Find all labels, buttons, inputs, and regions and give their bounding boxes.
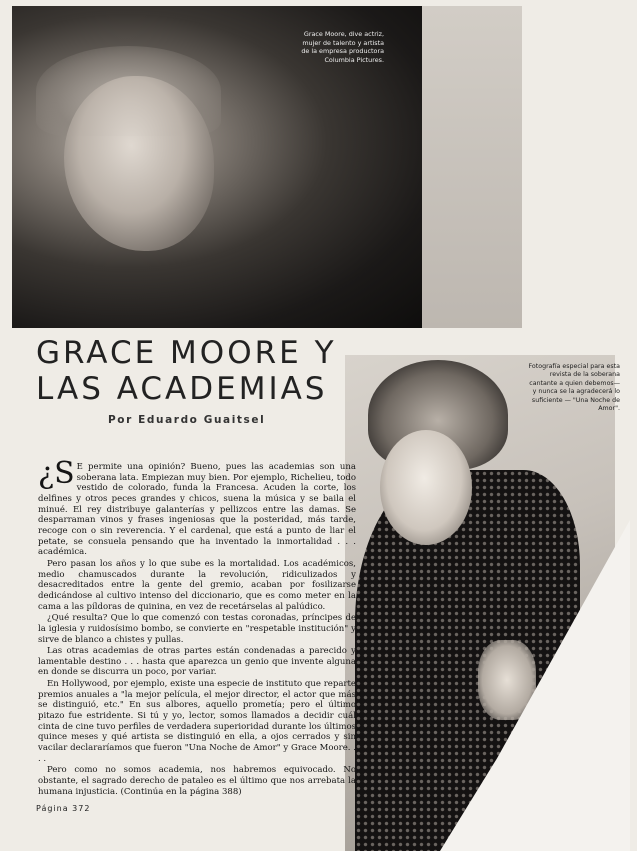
paragraph-1-text: E permite una opinión? Bueno, pues las academias son una soberana lata. Empiezan muy bien. Por ejemplo, Richelieu, todo vestido de colorado, funda la Francesa. Acuden la corte, los delfines y otros peces grandes y chicos, suena la música y se baila el minué. El rey distribuye galanterías y pellizcos entre las damas. Se desparraman vinos y frases ingeniosas que la posteridad, más tarde, recoge con o sin reverencia. Y el cardenal, que está a punto de liar el petate, se consuela pensando que ha inventado la inmortalidad . . . académica. (38, 462, 356, 558)
paragraph-1 (38, 456, 356, 558)
article-title (36, 335, 337, 407)
portrait-face (64, 76, 214, 251)
top-photo-caption: Grace Moore, dive actriz, mujer de talento y artista de la empresa productora Columbia Pictures. (301, 30, 384, 64)
paragraph-3: ¿Qué resulta? Que lo que comenzó con testas coronadas, príncipes de la iglesia y ruidosísimo bombo, se convierte en "respetable institución" y sirve de blanco a chistes y pullas. (38, 613, 356, 645)
paragraph-5: En Hollywood, por ejemplo, existe una especie de instituto que reparte premios anuales a "la mejor película, el mejor director, el actor que más se distinguió, etc." En sus albores, aquello prometía; pero el último pitazo fue estridente. Si tú y yo, lector, somos llamados a decidir cuál cinta de cine tuvo perfiles de verdadera superioridad durante los últimos quince meses y qué artista se distinguió en ella, a ojos cerrados y sin vacilar declararíamos que fueron "Una Noche de Amor" y Grace Moore. . . . (38, 679, 356, 764)
paragraph-2: Pero pasan los años y lo que sube es la mortalidad. Los académicos, medio chamuscados durante la revolución, ridiculizados y desacreditados entre la gente del gremio, acaban por fosilizarse dedicándose al cultivo intenso del diccionario, que es como meter en la cama a las píldoras de quinina, en vez de recetárselas al palúdico. (38, 558, 356, 612)
paragraph-4: Las otras academias de otras partes están condenadas a parecido y lamentable destino . . . hasta que aparezca un genio que invente alguna en donde se discurra un poco, por variar. (38, 646, 356, 678)
title-line-2: LAS ACADEMIAS (36, 371, 328, 407)
page-number: Página 372 (36, 804, 91, 813)
byline: Por Eduardo Guaitsel (108, 414, 266, 426)
title-line-1: GRACE MOORE Y (36, 335, 337, 371)
photo-background-strip (422, 6, 522, 328)
paragraph-6: Pero como no somos academia, nos habremos equivocado. No obstante, el sagrado derecho de pataleo es el último que nos arrebata la humana injusticia. (Continúa en la página 388) (38, 765, 356, 797)
actress-face (380, 430, 472, 545)
right-photo-caption: Fotografía especial para esta revista de la soberana cantante a quien debemos—y nunca se la agradecerá lo suficiente — "Una Noche de Amor". (528, 363, 620, 413)
article-body (38, 456, 356, 798)
drop-cap: ¿S (38, 456, 75, 491)
